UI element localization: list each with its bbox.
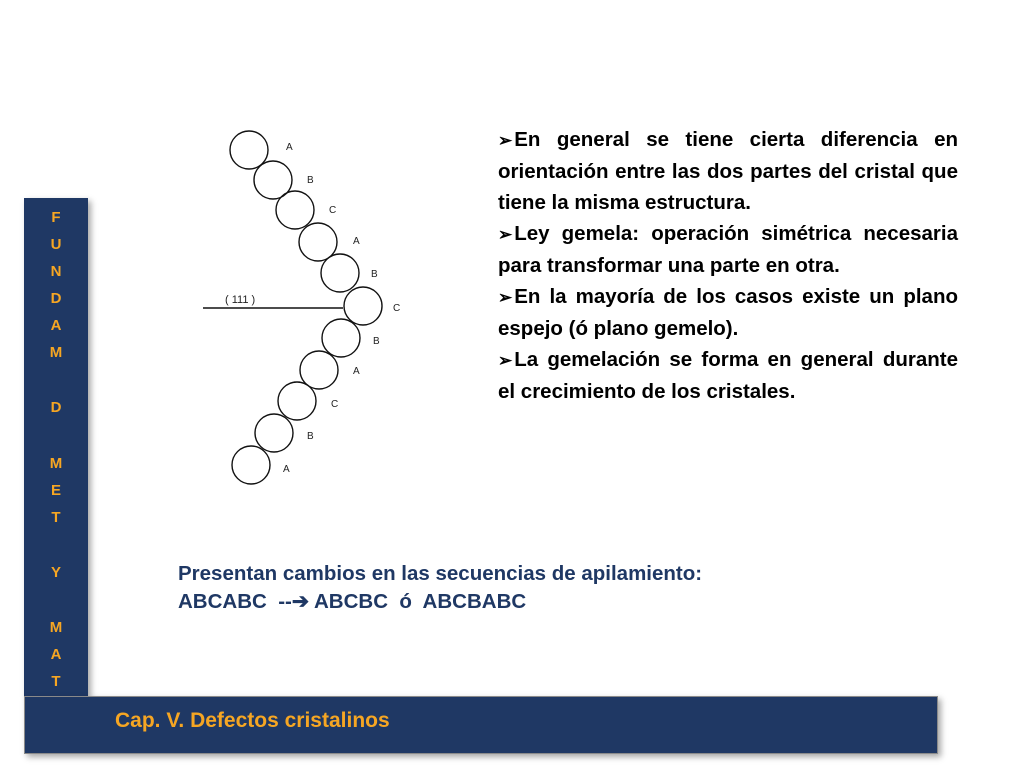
- side-letter: U: [50, 236, 62, 253]
- arrow-bullet-icon: ➢: [498, 225, 513, 244]
- twin-stacking-diagram: [195, 120, 425, 505]
- side-letter: Y: [50, 564, 61, 581]
- side-letter: F: [51, 209, 61, 226]
- bullet-item: [498, 281, 958, 344]
- layer-label: B: [373, 336, 380, 347]
- side-letter: A: [50, 317, 62, 334]
- bullet-item: [498, 344, 958, 407]
- layer-label: C: [393, 303, 401, 314]
- bullet-text: La gemelación se forma en general durante el crecimiento de los cristales.: [498, 348, 958, 403]
- layer-label: A: [286, 142, 293, 153]
- side-letter: E: [50, 482, 61, 499]
- plane-label: ( 111 ): [225, 294, 256, 306]
- side-letter: T: [51, 673, 61, 690]
- bullet-text: Ley gemela: operación simétrica necesaria para transformar una parte en otra.: [498, 222, 958, 277]
- layer-label: A: [353, 236, 360, 247]
- side-letter: N: [50, 263, 62, 280]
- atom-circle: [299, 223, 337, 261]
- layer-label: C: [331, 399, 339, 410]
- bullet-list: [498, 124, 958, 407]
- atom-circle: [230, 131, 268, 169]
- atom-circle: [322, 319, 360, 357]
- arrow-bullet-icon: ➢: [498, 131, 513, 150]
- side-letter: A: [50, 646, 62, 663]
- bullet-item: [498, 218, 958, 281]
- side-letter: M: [49, 455, 63, 472]
- atom-circle: [344, 287, 382, 325]
- side-letter: M: [49, 344, 63, 361]
- layer-label: C: [329, 205, 337, 216]
- side-letter: T: [51, 509, 61, 526]
- atom-circle: [276, 191, 314, 229]
- bullet-text: En general se tiene cierta diferencia en orientación entre las dos partes del cristal que tiene la misma estructura.: [498, 128, 958, 214]
- side-letter: D: [50, 399, 62, 416]
- layer-label: B: [307, 175, 314, 186]
- arrow-bullet-icon: ➢: [498, 351, 513, 370]
- chapter-title: Cap. V. Defectos cristalinos: [115, 709, 390, 732]
- layer-label: B: [371, 269, 378, 280]
- bullet-item: [498, 124, 958, 218]
- footer-bar: [24, 696, 938, 754]
- summary-sequence: ABCABC --➔ ABCBC ó ABCBABC: [178, 590, 527, 613]
- side-letter: D: [50, 290, 62, 307]
- bullet-text: En la mayoría de los casos existe un plano espejo (ó plano gemelo).: [498, 285, 958, 340]
- atom-circle: [321, 254, 359, 292]
- side-letter: M: [49, 619, 63, 636]
- layer-label: A: [353, 366, 360, 377]
- summary-line: Presentan cambios en las secuencias de apilamiento:: [178, 562, 703, 585]
- atom-circle: [278, 382, 316, 420]
- atom-circle: [232, 446, 270, 484]
- atom-circle: [255, 414, 293, 452]
- layer-label: B: [307, 431, 314, 442]
- stacking-summary: [178, 560, 702, 616]
- arrow-bullet-icon: ➢: [498, 288, 513, 307]
- layer-label: A: [283, 464, 290, 475]
- atom-circle: [300, 351, 338, 389]
